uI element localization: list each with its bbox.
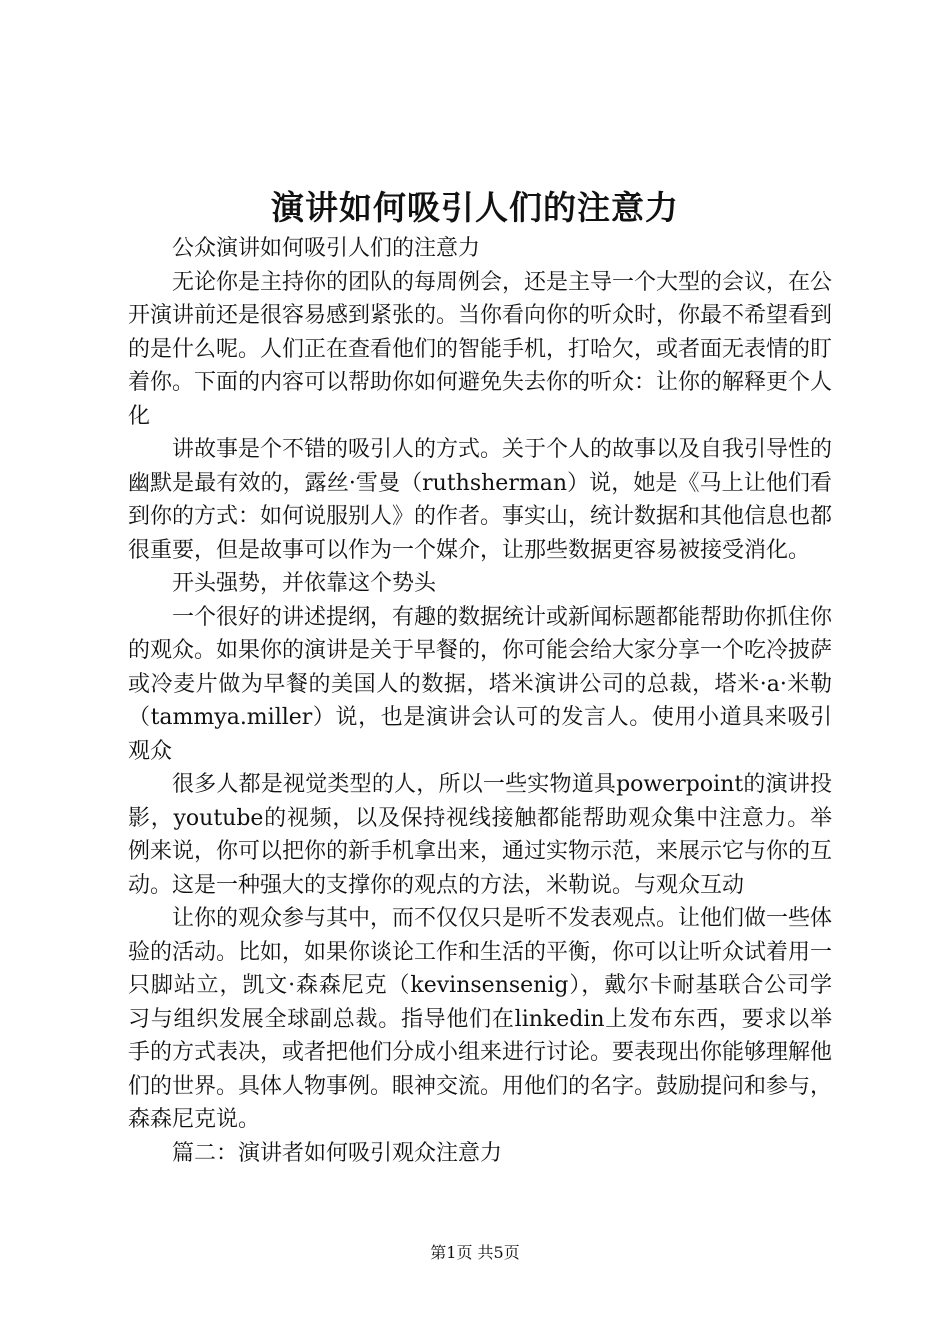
paragraph-heading: 篇二：演讲者如何吸引观众注意力 (172, 1140, 503, 1166)
paragraph-subtitle: 公众演讲如何吸引人们的注意力 (172, 236, 481, 261)
paragraph: 一个很好的讲述提纲，有趣的数据统计或新闻标题都能帮助你抓住你的观众。如果你的演讲是关于早餐的，你可能会给大家分享一个吃冷披萨或冷麦片做为早餐的美国人的数据，塔米演讲公司的总裁，塔米·a·米勒（tammya.miller）说，也是演讲会认可的发言人。使用小道具来吸引观众 (128, 604, 833, 764)
paragraph: 让你的观众参与其中，而不仅仅只是听不发表观点。让他们做一些体验的活动。比如，如果你谈论工作和生活的平衡，你可以让听众试着用一只脚站立，凯文·森森尼克（kevinsensenig），戴尔卡耐基联合公司学习与组织发展全球副总裁。指导他们在linkedin上发布东西，要求以举手的方式表决，或者把他们分成小组来进行讨论。要表现出你能够理解他们的世界。具体人物事例。眼神交流。用他们的名字。鼓励提问和参与，森森尼克说。 (128, 906, 833, 1132)
document-body (128, 232, 832, 1170)
paragraph: 很多人都是视觉类型的人，所以一些实物道具powerpoint的演讲投影，youtube的视频，以及保持视线接触都能帮助观众集中注意力。举例来说，你可以把你的新手机拿出来，通过实物示范，来展示它与你的互动。这是一种强大的支撑你的观点的方法，米勒说。与观众互动 (128, 772, 833, 898)
page-footer: 第1页 共5页 (430, 1243, 520, 1262)
paragraph: 无论你是主持你的团队的每周例会，还是主导一个大型的会议，在公开演讲前还是很容易感到紧张的。当你看向你的听众时，你最不希望看到的是什么呢。人们正在查看他们的智能手机，打哈欠，或者面无表情的盯着你。下面的内容可以帮助你如何避免失去你的听众：让你的解释更个人化 (128, 269, 833, 429)
paragraph: 讲故事是个不错的吸引人的方式。关于个人的故事以及自我引导性的幽默是最有效的，露丝·雪曼（ruthsherman）说，她是《马上让他们看到你的方式：如何说服别人》的作者。事实山，统计数据和其他信息也都很重要，但是故事可以作为一个媒介，让那些数据更容易被接受消化。 (128, 437, 833, 563)
document-title: 演讲如何吸引人们的注意力 (271, 188, 679, 227)
paragraph-heading: 开头强势，并依靠这个势头 (172, 571, 437, 596)
